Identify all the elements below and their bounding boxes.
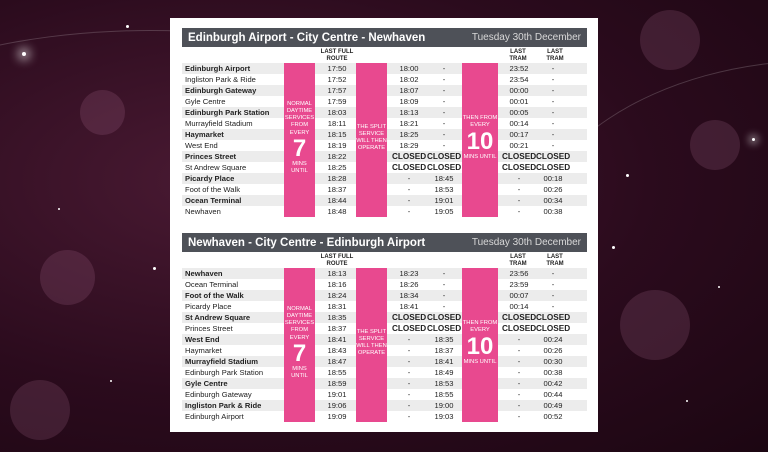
header-last-full-route: LAST FULL ROUTE [320,254,354,267]
time-cell-last-full: 18:19 [327,141,347,150]
time-cell-split-b: 18:49 [434,368,454,377]
time-cell-split-a: - [407,412,411,421]
time-cell-split-a: 18:02 [399,75,419,84]
time-cell-tram-2: CLOSED [536,324,571,333]
stop-name: Foot of the Walk [185,185,241,194]
time-cell-last-full: 18:37 [327,324,347,333]
time-cell-tram-1: CLOSED [502,152,537,161]
header-last-tram-2: LAST TRAM [546,49,564,62]
stop-name: Edinburgh Park Station [185,108,270,117]
stop-name: Picardy Place [185,302,232,311]
header-last-tram-2: LAST TRAM [546,254,564,267]
stop-name: Princes Street [185,324,233,333]
band-normal-top: NORMAL DAYTIME SERVICES FROM EVERY [284,100,315,136]
time-cell-split-b: CLOSED [427,313,462,322]
time-cell-split-b: 18:45 [434,174,454,183]
stop-name: Newhaven [185,269,223,278]
time-cell-split-a: 18:00 [399,64,419,73]
band-split-text: THE SPLIT SERVICE WILL THEN OPERATE [356,123,387,152]
star [612,246,615,249]
time-cell-tram-1: - [517,346,521,355]
time-cell-tram-1: - [517,196,521,205]
band-then-number: 10 [466,332,494,360]
time-cell-split-a: CLOSED [392,313,427,322]
stop-name: Ingliston Park & Ride [185,75,256,84]
stop-name: Picardy Place [185,174,235,183]
time-cell-split-b: CLOSED [427,152,462,161]
time-cell-tram-1: CLOSED [502,324,537,333]
service-date: Tuesday 30th December [471,32,581,43]
stop-name: Edinburgh Park Station [185,368,264,377]
time-cell-split-b: - [442,108,446,117]
star [718,286,720,288]
route-title: Edinburgh Airport - City Centre - Newhaven [188,31,426,44]
time-cell-split-b: 18:35 [434,335,454,344]
stop-name: Haymarket [185,346,222,355]
band-normal-bottom: MINS UNTIL [291,365,308,379]
time-cell-tram-2: 00:18 [543,174,563,183]
time-cell-last-full: 18:41 [327,335,347,344]
stop-name: Foot of the Walk [185,291,244,300]
star [58,208,60,210]
stop-name: St Andrew Square [185,163,247,172]
timetable-rows [182,268,587,422]
time-cell-split-b: 19:03 [434,412,454,421]
header-last-tram-1: LAST TRAM [509,254,527,267]
time-cell-tram-2: 00:24 [543,335,563,344]
timetable-rows [182,63,587,217]
time-cell-tram-1: 23:52 [509,64,529,73]
time-cell-tram-2: - [551,280,555,289]
time-cell-tram-2: - [551,75,555,84]
time-cell-tram-1: 00:17 [509,130,529,139]
route-title-bar [182,28,587,47]
time-cell-split-a: CLOSED [392,324,427,333]
time-cell-tram-1: - [517,335,521,344]
band-normal-top: NORMAL DAYTIME SERVICES FROM EVERY [284,305,315,341]
time-cell-tram-1: 00:00 [509,86,529,95]
time-cell-last-full: 18:03 [327,108,347,117]
time-cell-split-a: 18:26 [399,280,419,289]
band-normal-bottom: MINS UNTIL [291,160,308,174]
stop-name: West End [185,335,220,344]
time-cell-tram-1: 23:56 [509,269,529,278]
time-cell-split-a: - [407,196,411,205]
time-cell-tram-2: - [551,269,555,278]
time-cell-split-b: 18:53 [434,185,454,194]
time-cell-tram-2: CLOSED [536,163,571,172]
time-cell-split-b: CLOSED [427,324,462,333]
stop-name: Edinburgh Airport [185,64,251,73]
time-cell-tram-1: 00:07 [509,291,529,300]
time-cell-tram-1: - [517,174,521,183]
star [752,138,755,141]
time-cell-last-full: 18:13 [327,269,347,278]
time-cell-last-full: 17:59 [327,97,347,106]
time-cell-split-a: - [407,185,411,194]
time-cell-split-a: 18:29 [399,141,419,150]
time-cell-split-b: 18:53 [434,379,454,388]
time-cell-split-b: 18:41 [434,357,454,366]
time-cell-split-b: 19:01 [434,196,454,205]
time-cell-last-full: 18:59 [327,379,347,388]
time-cell-last-full: 19:01 [327,390,347,399]
time-cell-split-a: 18:13 [399,108,419,117]
time-cell-tram-1: CLOSED [502,163,537,172]
band-split-text: THE SPLIT SERVICE WILL THEN OPERATE [356,328,387,357]
time-cell-split-a: - [407,390,411,399]
time-cell-tram-2: - [551,130,555,139]
time-cell-split-a: - [407,379,411,388]
stop-name: Ingliston Park & Ride [185,401,262,410]
route-title: Newhaven - City Centre - Edinburgh Airport [188,236,426,249]
time-cell-last-full: 18:16 [327,280,347,289]
time-cell-tram-1: 00:01 [509,97,529,106]
time-cell-tram-2: CLOSED [536,313,571,322]
star [686,400,688,402]
time-cell-last-full: 17:50 [327,64,347,73]
time-cell-split-b: - [442,291,446,300]
time-cell-tram-2: 00:38 [543,368,563,377]
time-cell-split-b: - [442,269,446,278]
stop-name: Edinburgh Gateway [185,390,252,399]
time-cell-split-b: - [442,280,446,289]
time-cell-tram-2: 00:26 [543,185,563,194]
stop-name: Ocean Terminal [185,280,239,289]
time-cell-tram-1: - [517,185,521,194]
time-cell-split-b: - [442,97,446,106]
star [110,380,112,382]
stop-name: Newhaven [185,207,221,216]
stop-name: West End [185,141,218,150]
time-cell-last-full: 18:55 [327,368,347,377]
band-then-top: THEN FROM EVERY [462,320,498,334]
star [126,25,129,28]
band-normal-number: 7 [292,339,307,367]
stop-name: Edinburgh Airport [185,412,244,421]
band-then-number: 10 [466,127,494,155]
time-cell-split-b: - [442,141,446,150]
time-cell-split-a: - [407,357,411,366]
time-cell-split-b: 19:00 [434,401,454,410]
time-cell-tram-1: 00:14 [509,302,529,311]
time-cell-split-a: CLOSED [392,163,427,172]
time-cell-tram-1: - [517,390,521,399]
time-cell-tram-2: - [551,291,555,300]
time-cell-last-full: 18:25 [327,163,347,172]
time-cell-split-a: 18:41 [399,302,419,311]
time-cell-tram-1: CLOSED [502,313,537,322]
column-headers [182,47,587,63]
service-date: Tuesday 30th December [471,237,581,248]
time-cell-tram-1: - [517,412,521,421]
time-cell-split-b: 19:05 [434,207,454,216]
timetable-inbound [182,233,587,422]
then-service-band [462,268,498,422]
time-cell-tram-2: 00:42 [543,379,563,388]
normal-service-band [284,63,315,217]
star [626,174,629,177]
time-cell-tram-1: - [517,379,521,388]
time-cell-tram-2: - [551,86,555,95]
time-cell-split-a: 18:09 [399,97,419,106]
timetable-card [170,18,598,432]
time-cell-last-full: 18:37 [327,185,347,194]
time-cell-tram-1: - [517,357,521,366]
time-cell-tram-1: 00:05 [509,108,529,117]
time-cell-split-b: - [442,119,446,128]
time-cell-last-full: 19:06 [327,401,347,410]
time-cell-last-full: 18:22 [327,152,347,161]
time-cell-tram-2: CLOSED [536,152,571,161]
time-cell-last-full: 18:47 [327,357,347,366]
band-normal-number: 7 [292,134,307,162]
time-cell-last-full: 18:24 [327,291,347,300]
time-cell-last-full: 18:43 [327,346,347,355]
time-cell-split-a: 18:23 [399,269,419,278]
split-service-band [356,268,387,422]
time-cell-last-full: 18:28 [327,174,347,183]
time-cell-split-a: CLOSED [392,152,427,161]
time-cell-tram-2: - [551,64,555,73]
time-cell-tram-1: 00:21 [509,141,529,150]
time-cell-tram-2: - [551,302,555,311]
time-cell-tram-2: 00:52 [543,412,563,421]
time-cell-last-full: 18:11 [327,119,347,128]
time-cell-split-a: 18:21 [399,119,419,128]
time-cell-last-full: 19:09 [327,412,347,421]
band-then-top: THEN FROM EVERY [462,115,498,129]
time-cell-tram-1: 23:59 [509,280,529,289]
time-cell-last-full: 18:31 [327,302,347,311]
column-headers [182,252,587,268]
stop-name: Gyle Centre [185,379,228,388]
stop-name: Murrayfield Stadium [185,119,253,128]
time-cell-tram-2: 00:44 [543,390,563,399]
time-cell-tram-2: - [551,97,555,106]
time-cell-split-a: - [407,368,411,377]
star [153,267,156,270]
time-cell-split-b: - [442,130,446,139]
time-cell-tram-1: - [517,368,521,377]
time-cell-split-a: - [407,401,411,410]
stop-name: Princes Street [185,152,237,161]
band-then-bottom: MINS UNTIL [463,153,497,160]
star [22,52,26,56]
time-cell-tram-2: - [551,108,555,117]
time-cell-last-full: 18:48 [327,207,347,216]
time-cell-split-a: - [407,346,411,355]
time-cell-last-full: 17:57 [327,86,347,95]
time-cell-split-a: - [407,335,411,344]
time-cell-split-a: 18:25 [399,130,419,139]
stop-name: Murrayfield Stadium [185,357,258,366]
stop-name: Gyle Centre [185,97,226,106]
time-cell-split-b: - [442,302,446,311]
time-cell-split-a: 18:07 [399,86,419,95]
time-cell-tram-1: - [517,207,521,216]
time-cell-split-b: - [442,86,446,95]
time-cell-split-a: 18:34 [399,291,419,300]
time-cell-split-a: - [407,174,411,183]
header-last-tram-1: LAST TRAM [509,49,527,62]
header-last-full-route: LAST FULL ROUTE [320,49,354,62]
time-cell-tram-2: 00:49 [543,401,563,410]
time-cell-split-b: - [442,64,446,73]
time-cell-split-b: - [442,75,446,84]
split-service-band [356,63,387,217]
stop-name: Haymarket [185,130,224,139]
time-cell-split-b: CLOSED [427,163,462,172]
time-cell-last-full: 18:35 [327,313,347,322]
time-cell-split-a: - [407,207,411,216]
time-cell-last-full: 18:15 [327,130,347,139]
timetable-outbound [182,28,587,217]
band-then-bottom: MINS UNTIL [463,358,497,365]
time-cell-tram-2: 00:26 [543,346,563,355]
time-cell-last-full: 18:44 [327,196,347,205]
time-cell-split-b: 18:55 [434,390,454,399]
stop-name: Ocean Terminal [185,196,242,205]
time-cell-split-b: 18:37 [434,346,454,355]
time-cell-tram-1: 23:54 [509,75,529,84]
time-cell-tram-2: 00:34 [543,196,563,205]
time-cell-tram-2: 00:30 [543,357,563,366]
time-cell-tram-1: 00:14 [509,119,529,128]
route-title-bar [182,233,587,252]
stop-name: Edinburgh Gateway [185,86,257,95]
normal-service-band [284,268,315,422]
time-cell-tram-2: 00:38 [543,207,563,216]
time-cell-tram-1: - [517,401,521,410]
time-cell-tram-2: - [551,119,555,128]
time-cell-last-full: 17:52 [327,75,347,84]
bokeh-light [10,380,70,440]
then-service-band [462,63,498,217]
time-cell-tram-2: - [551,141,555,150]
stop-name: St Andrew Square [185,313,251,322]
bokeh-light [640,10,700,70]
